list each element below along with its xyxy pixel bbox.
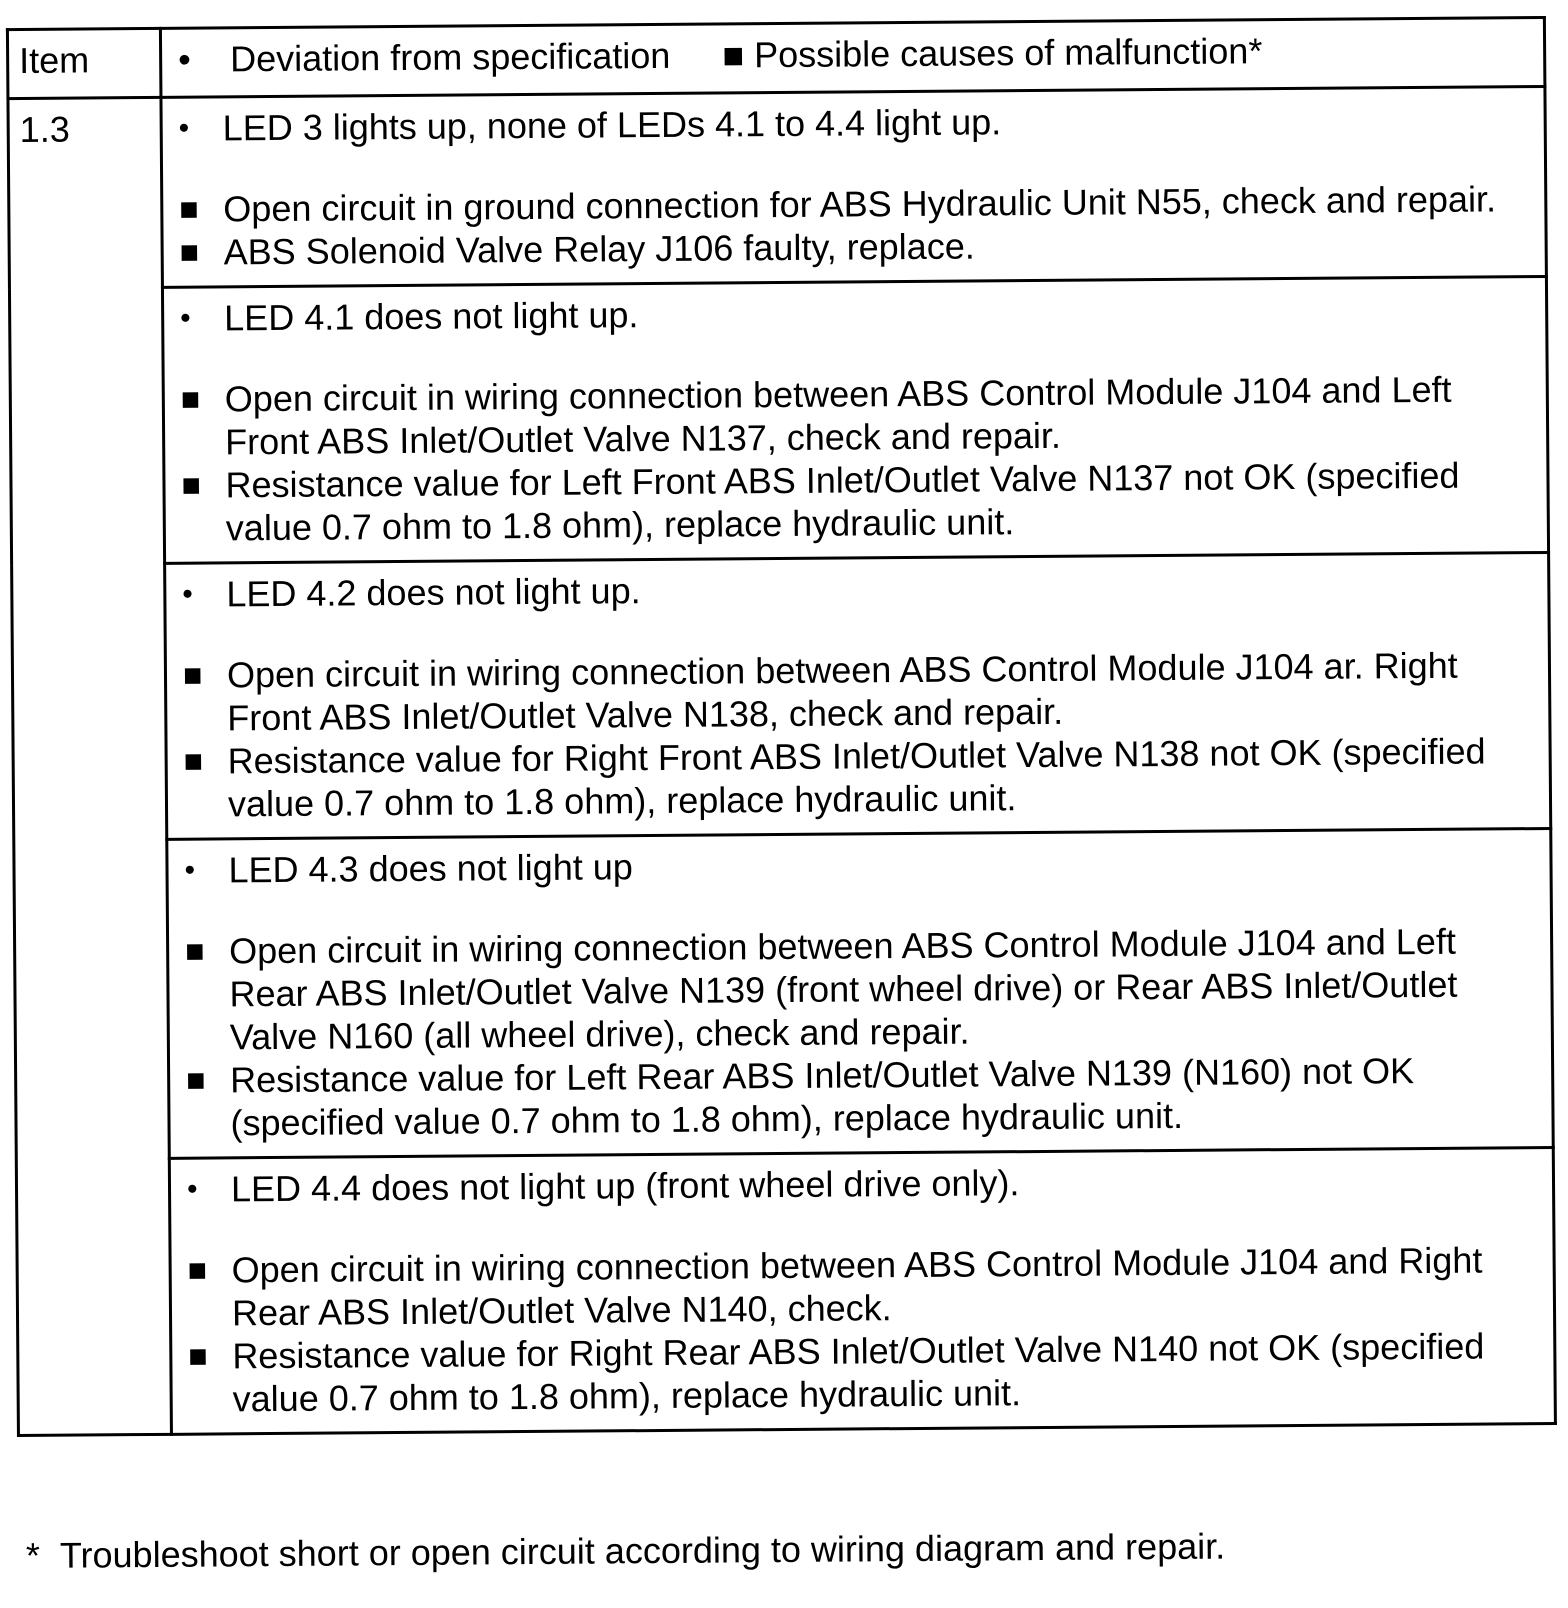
cause-text: Resistance value for Right Rear ABS Inlet/Outlet Valve N140 not OK (specified value 0.7 ohm to 1.8 ohm), replace hydraulic unit.: [232, 1325, 1485, 1420]
cause-text: Open circuit in wiring connection between ABS Control Module J104 and Left Rear ABS Inlet/Outlet Valve N139 (front wheel drive) or Rear ABS Inlet/Outlet Valve N160 (all wheel drive), check and repair.: [228, 920, 1458, 1058]
footnote-text: Troubleshoot short or open circuit according to wiring diagram and repair.: [59, 1525, 1226, 1576]
cause-text: Resistance value for Left Front ABS Inlet/Outlet Valve N137 not OK (specified value 0.7 ohm to 1.8 ohm), replace hydraulic unit.: [225, 454, 1460, 549]
square-bullet-icon: ■: [183, 742, 204, 779]
cause-text: ABS Solenoid Valve Relay J106 faulty, replace.: [223, 225, 975, 273]
entry-cell-led-4-1: [162, 276, 1548, 563]
deviation-line: [180, 286, 1525, 340]
cause-line: [187, 1238, 1533, 1335]
cause-line: [188, 1324, 1534, 1421]
troubleshooting-table: [6, 16, 1557, 1437]
entry-cell-led-4-2: [165, 552, 1551, 839]
square-bullet-icon: ■: [188, 1337, 208, 1374]
square-bullet-icon: ■: [180, 380, 201, 417]
cause-text: Open circuit in wiring connection between ABS Control Module J104 and Right Rear ABS Inlet/Outlet Valve N140, check.: [231, 1239, 1483, 1334]
cause-line: [183, 643, 1529, 740]
round-bullet-icon: •: [178, 111, 190, 145]
description-column-header: [160, 18, 1544, 98]
deviation-text: LED 4.3 does not light up: [228, 846, 633, 891]
square-bullet-legend-icon: ■: [722, 34, 745, 76]
cause-line: [186, 1048, 1532, 1145]
cause-text: Open circuit in wiring connection between ABS Control Module J104 and Left Front ABS Inlet/Outlet Valve N137, check and repair.: [224, 368, 1452, 463]
cause-text: Resistance value for Right Front ABS Inlet/Outlet Valve N138 not OK (specified value 0.7 ohm to 1.8 ohm), replace hydraulic unit.: [227, 730, 1486, 825]
footnote: [26, 1525, 1226, 1577]
deviation-text: LED 3 lights up, none of LEDs 4.1 to 4.4 light up.: [222, 101, 1002, 149]
deviation-text: LED 4.4 does not light up (front wheel drive only).: [230, 1162, 1020, 1210]
deviation-text: LED 4.1 does not light up.: [224, 294, 639, 339]
square-bullet-icon: ■: [179, 190, 199, 227]
cause-line: [181, 367, 1527, 464]
deviation-line: [179, 96, 1524, 150]
causes-legend-label: Possible causes of malfunction*: [753, 30, 1263, 76]
round-bullet-icon: •: [184, 853, 196, 887]
round-bullet-icon: •: [180, 301, 191, 335]
table-row: [14, 828, 1553, 1159]
square-bullet-icon: ■: [185, 932, 205, 969]
table-row: [9, 276, 1548, 564]
square-bullet-icon: ■: [179, 233, 200, 270]
entry-cell-led-4-3: [167, 828, 1553, 1158]
cause-line: [185, 919, 1531, 1059]
square-bullet-icon: ■: [186, 1061, 206, 1098]
cause-text: Resistance value for Left Rear ABS Inlet/Outlet Valve N139 (N160) not OK (specified value 0.7 ohm to 1.8 ohm), replace hydraulic unit.: [230, 1050, 1415, 1144]
table-row: [12, 552, 1551, 840]
cause-line: [181, 453, 1527, 550]
deviation-legend-label: Deviation from specification: [229, 34, 671, 80]
deviation-line: [187, 1157, 1532, 1211]
entry-cell-led-4-4: [169, 1147, 1555, 1434]
entry-cell-led-3: [161, 87, 1546, 288]
cause-text: Open circuit in ground connection for ABS Hydraulic Unit N55, check and repair.: [223, 178, 1497, 230]
round-bullet-legend-icon: •: [177, 38, 191, 80]
deviation-line: [184, 838, 1529, 892]
table-row: [16, 1147, 1555, 1435]
square-bullet-icon: ■: [181, 466, 201, 503]
cause-line: [184, 729, 1530, 826]
square-bullet-icon: ■: [182, 656, 203, 693]
item-column-header: Item: [7, 28, 161, 98]
item-number: 1.3: [8, 97, 171, 1435]
deviation-line: [182, 562, 1527, 616]
cause-text: Open circuit in wiring connection between ABS Control Module J104 ar. Right Front ABS Inlet/Outlet Valve N138, check and repair.: [226, 644, 1458, 739]
footnote-marker: *: [25, 1534, 41, 1576]
round-bullet-icon: •: [182, 577, 194, 611]
square-bullet-icon: ■: [187, 1251, 208, 1288]
round-bullet-icon: •: [186, 1172, 198, 1206]
table-row: [8, 87, 1546, 289]
table-header-row: [7, 18, 1544, 99]
cause-line: [180, 220, 1525, 274]
deviation-text: LED 4.2 does not light up.: [226, 570, 641, 615]
